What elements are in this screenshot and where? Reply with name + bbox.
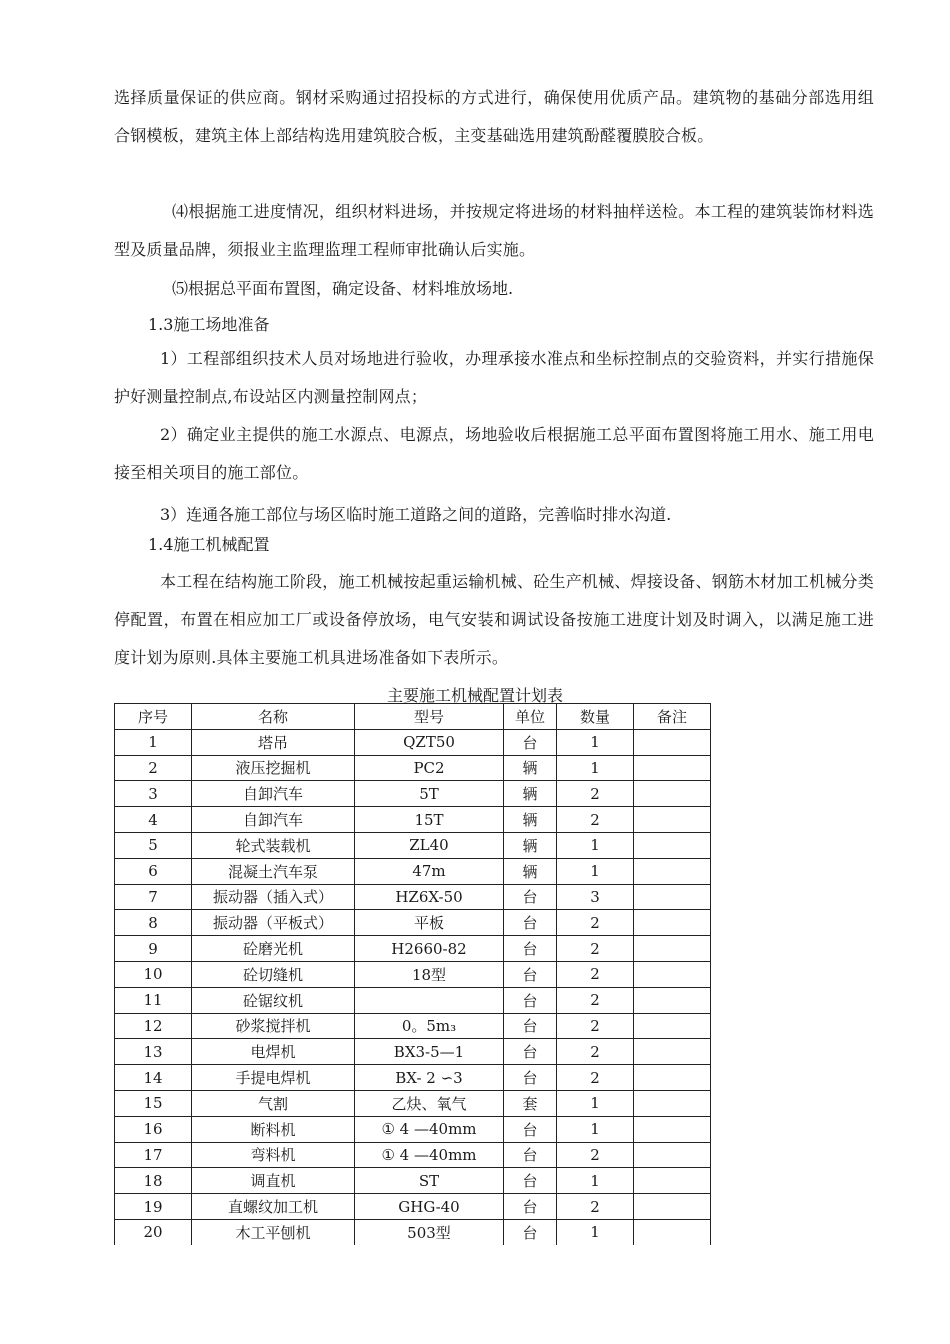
cell-index: 9 [115, 936, 192, 962]
cell-name: 手提电焊机 [192, 1065, 355, 1091]
table-row [115, 781, 711, 807]
cell-remarks [634, 1013, 711, 1039]
cell-unit: 台 [504, 961, 557, 987]
cell-index: 3 [115, 781, 192, 807]
cell-index: 14 [115, 1065, 192, 1091]
header-name: 名称 [192, 704, 355, 730]
cell-name: 振动器（插入式） [192, 884, 355, 910]
cell-model: 15T [355, 807, 504, 833]
cell-quantity: 1 [557, 1090, 634, 1116]
table-row [115, 755, 711, 781]
cell-remarks [634, 729, 711, 755]
cell-remarks [634, 961, 711, 987]
machinery-table [114, 703, 711, 1245]
table-row [115, 729, 711, 755]
cell-remarks [634, 1168, 711, 1194]
table-row [115, 936, 711, 962]
cell-unit: 台 [504, 1039, 557, 1065]
cell-index: 18 [115, 1168, 192, 1194]
cell-unit: 台 [504, 1219, 557, 1244]
cell-quantity: 2 [557, 961, 634, 987]
cell-unit: 台 [504, 936, 557, 962]
cell-model: H2660-82 [355, 936, 504, 962]
cell-model: BX- 2 ∽3 [355, 1065, 504, 1091]
table-row [115, 1039, 711, 1065]
table-row [115, 1013, 711, 1039]
cell-model: HZ6X-50 [355, 884, 504, 910]
cell-index: 20 [115, 1219, 192, 1244]
cell-quantity: 3 [557, 884, 634, 910]
cell-quantity: 1 [557, 1168, 634, 1194]
table-row [115, 884, 711, 910]
cell-name: 轮式装载机 [192, 832, 355, 858]
table-row [115, 1194, 711, 1220]
cell-name: 自卸汽车 [192, 807, 355, 833]
cell-quantity: 1 [557, 832, 634, 858]
header-model: 型号 [355, 704, 504, 730]
cell-model [355, 987, 504, 1013]
cell-quantity: 1 [557, 858, 634, 884]
cell-index: 19 [115, 1194, 192, 1220]
cell-name: 塔吊 [192, 729, 355, 755]
cell-quantity: 2 [557, 987, 634, 1013]
table-row [115, 910, 711, 936]
cell-unit: 台 [504, 1168, 557, 1194]
cell-model: ① 4 —40mm [355, 1142, 504, 1168]
cell-quantity: 2 [557, 910, 634, 936]
cell-index: 2 [115, 755, 192, 781]
paragraph-roads-drainage: 3）连通各施工部位与场区临时施工道路之间的道路，完善临时排水沟道. [160, 505, 672, 524]
cell-unit: 辆 [504, 832, 557, 858]
cell-index: 17 [115, 1142, 192, 1168]
cell-index: 6 [115, 858, 192, 884]
cell-quantity: 2 [557, 1194, 634, 1220]
section-heading-site-preparation: 1.3施工场地准备 [148, 315, 270, 334]
table-caption: 主要施工机械配置计划表 [386, 686, 563, 705]
cell-unit: 辆 [504, 858, 557, 884]
cell-name: 电焊机 [192, 1039, 355, 1065]
cell-index: 10 [115, 961, 192, 987]
cell-name: 砂浆搅拌机 [192, 1013, 355, 1039]
cell-name: 弯料机 [192, 1142, 355, 1168]
cell-name: 砼切缝机 [192, 961, 355, 987]
cell-name: 自卸汽车 [192, 781, 355, 807]
cell-model: 平板 [355, 910, 504, 936]
cell-model: QZT50 [355, 729, 504, 755]
cell-unit: 台 [504, 987, 557, 1013]
cell-remarks [634, 910, 711, 936]
cell-remarks [634, 781, 711, 807]
cell-remarks [634, 1039, 711, 1065]
cell-unit: 辆 [504, 781, 557, 807]
cell-name: 直螺纹加工机 [192, 1194, 355, 1220]
cell-model: 503型 [355, 1219, 504, 1244]
table-row [115, 858, 711, 884]
cell-index: 8 [115, 910, 192, 936]
table-row [115, 807, 711, 833]
cell-quantity: 2 [557, 1013, 634, 1039]
section-heading-machinery: 1.4施工机械配置 [148, 535, 270, 554]
cell-name: 液压挖掘机 [192, 755, 355, 781]
cell-name: 振动器（平板式） [192, 910, 355, 936]
paragraph-material-entry: ⑷根据施工进度情况，组织材料进场，并按规定将进场的材料抽样送检。本工程的建筑装饰材料选型及质量品牌，须报业主监理监理工程师审批确认后实施。 [114, 202, 874, 259]
cell-name: 混凝土汽车泵 [192, 858, 355, 884]
cell-quantity: 2 [557, 1142, 634, 1168]
table-row [115, 987, 711, 1013]
cell-index: 4 [115, 807, 192, 833]
cell-quantity: 2 [557, 936, 634, 962]
cell-quantity: 2 [557, 781, 634, 807]
header-remarks: 备注 [634, 704, 711, 730]
cell-remarks [634, 755, 711, 781]
cell-remarks [634, 832, 711, 858]
paragraph-machinery-config: 本工程在结构施工阶段，施工机械按起重运输机械、砼生产机械、焊接设备、钢筋木材加工机械分类停配置，布置在相应加工厂或设备停放场，电气安装和调试设备按施工进度计划及时调入，以满足施工进度计划为原则.具体主要施工机具进场准备如下表所示。 [114, 572, 874, 667]
cell-remarks [634, 1194, 711, 1220]
table-row [115, 1090, 711, 1116]
cell-index: 12 [115, 1013, 192, 1039]
cell-remarks [634, 1116, 711, 1142]
cell-quantity: 1 [557, 1116, 634, 1142]
cell-unit: 辆 [504, 755, 557, 781]
cell-remarks [634, 1065, 711, 1091]
paragraph-water-power: 2）确定业主提供的施工水源点、电源点，场地验收后根据施工总平面布置图将施工用水、施工用电接至相关项目的施工部位。 [114, 425, 874, 482]
cell-unit: 台 [504, 884, 557, 910]
cell-quantity: 1 [557, 1219, 634, 1244]
table-row [115, 961, 711, 987]
cell-unit: 套 [504, 1090, 557, 1116]
cell-quantity: 2 [557, 1065, 634, 1091]
header-quantity: 数量 [557, 704, 634, 730]
cell-index: 13 [115, 1039, 192, 1065]
cell-remarks [634, 1142, 711, 1168]
table-header-row [115, 704, 711, 730]
cell-remarks [634, 858, 711, 884]
cell-unit: 台 [504, 1013, 557, 1039]
cell-model: BX3-5—1 [355, 1039, 504, 1065]
paragraph-site-acceptance: 1）工程部组织技术人员对场地进行验收，办理承接水准点和坐标控制点的交验资料，并实行措施保护好测量控制点,布设站区内测量控制网点； [114, 349, 874, 406]
cell-model: 47m [355, 858, 504, 884]
cell-name: 木工平刨机 [192, 1219, 355, 1244]
cell-model: 乙炔、氧气 [355, 1090, 504, 1116]
cell-quantity: 1 [557, 729, 634, 755]
cell-unit: 辆 [504, 807, 557, 833]
cell-quantity: 2 [557, 1039, 634, 1065]
cell-model: 0。5m₃ [355, 1013, 504, 1039]
cell-name: 断料机 [192, 1116, 355, 1142]
cell-model: ZL40 [355, 832, 504, 858]
table-row [115, 1142, 711, 1168]
cell-remarks [634, 884, 711, 910]
cell-remarks [634, 1090, 711, 1116]
cell-unit: 台 [504, 1065, 557, 1091]
cell-quantity: 1 [557, 755, 634, 781]
table-body [115, 729, 711, 1244]
cell-index: 15 [115, 1090, 192, 1116]
header-index: 序号 [115, 704, 192, 730]
cell-remarks [634, 987, 711, 1013]
cell-name: 砼磨光机 [192, 936, 355, 962]
table-row [115, 832, 711, 858]
cell-name: 砼锯纹机 [192, 987, 355, 1013]
cell-index: 7 [115, 884, 192, 910]
table-row [115, 1219, 711, 1244]
cell-remarks [634, 807, 711, 833]
paragraph-storage-site: ⑸根据总平面布置图，确定设备、材料堆放场地. [172, 279, 514, 298]
cell-model: 18型 [355, 961, 504, 987]
cell-remarks [634, 1219, 711, 1244]
header-unit: 单位 [504, 704, 557, 730]
table-row [115, 1168, 711, 1194]
cell-remarks [634, 936, 711, 962]
table-row [115, 1116, 711, 1142]
cell-model: GHG-40 [355, 1194, 504, 1220]
cell-unit: 台 [504, 910, 557, 936]
cell-unit: 台 [504, 1116, 557, 1142]
cell-index: 5 [115, 832, 192, 858]
table-row [115, 1065, 711, 1091]
paragraph-material-selection: 选择质量保证的供应商。钢材采购通过招投标的方式进行，确保使用优质产品。建筑物的基础分部选用组合钢模板，建筑主体上部结构选用建筑胶合板，主变基础选用建筑酚醛覆膜胶合板。 [114, 88, 874, 145]
cell-unit: 台 [504, 1142, 557, 1168]
cell-model: ① 4 —40mm [355, 1116, 504, 1142]
cell-model: PC2 [355, 755, 504, 781]
cell-index: 11 [115, 987, 192, 1013]
cell-unit: 台 [504, 729, 557, 755]
cell-name: 调直机 [192, 1168, 355, 1194]
cell-model: ST [355, 1168, 504, 1194]
cell-unit: 台 [504, 1194, 557, 1220]
cell-index: 1 [115, 729, 192, 755]
cell-index: 16 [115, 1116, 192, 1142]
cell-name: 气割 [192, 1090, 355, 1116]
cell-model: 5T [355, 781, 504, 807]
cell-quantity: 2 [557, 807, 634, 833]
